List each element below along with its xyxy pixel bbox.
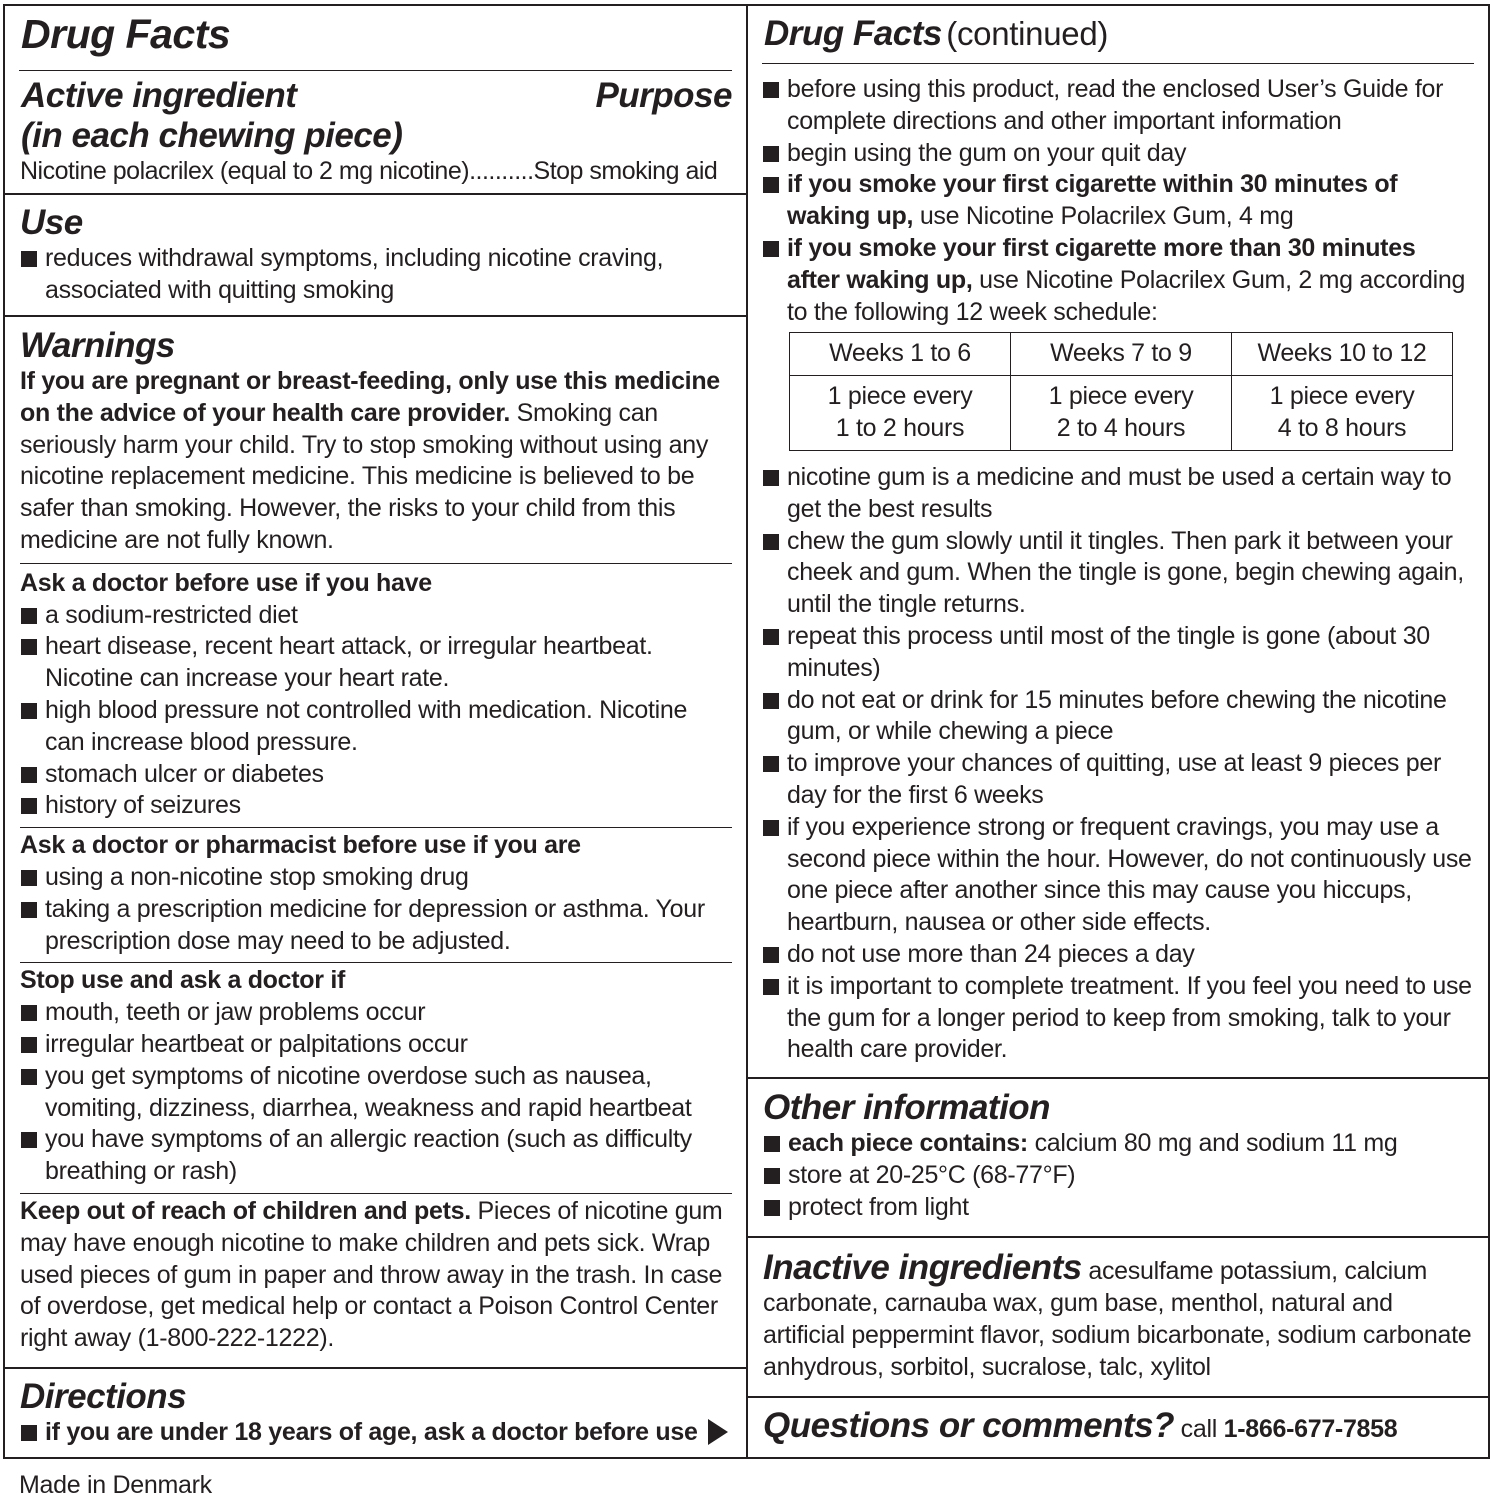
list-item: [763, 1128, 1474, 1160]
list-item: stomach ulcer or diabetes: [20, 759, 732, 791]
active-ingredient-line: Nicotine polacrilex (equal to 2 mg nicotine)..........Stop smoking aid: [20, 157, 718, 185]
other-information-section: [748, 1077, 1488, 1223]
schedule-cell: [1011, 376, 1232, 451]
more-30-text: use Nicotine Polacrilex Gum, 2 mg according to the following 12 week schedule:: [787, 265, 1466, 326]
questions-heading: Questions or comments?: [763, 1406, 1175, 1445]
active-ingredient-heading: Active ingredient: [21, 76, 297, 115]
pregnancy-warning: [20, 366, 732, 557]
contains-text: calcium 80 mg and sodium 11 mg: [1027, 1129, 1398, 1157]
directions-continued-section: [762, 63, 1474, 328]
list-item: do not eat or drink for 15 minutes before chewing the nicotine gum, or while chewing a piece: [762, 685, 1474, 749]
ask-doctor-subsection: [20, 563, 732, 822]
ask-doctor-heading: Ask a doctor before use if you have: [20, 568, 432, 597]
purpose-heading: Purpose: [595, 76, 732, 115]
list-item: [762, 233, 1474, 328]
questions-call: call: [1174, 1415, 1224, 1443]
list-item: high blood pressure not controlled with medication. Nicotine can increase blood pressure.: [20, 695, 732, 759]
drug-facts-panel-left: [3, 4, 748, 1459]
schedule-cell-line: 1 to 2 hours: [835, 414, 965, 442]
list-item: store at 20-25°C (68-77°F): [763, 1160, 1474, 1192]
ask-pharmacist-subsection: [20, 827, 732, 957]
use-item: reduces withdrawal symptoms, including nicotine craving, associated with quitting smoking: [20, 243, 732, 307]
keep-out-subsection: [20, 1193, 732, 1355]
list-item: to improve your chances of quitting, use at least 9 pieces per day for the first 6 weeks: [762, 748, 1474, 812]
list-item: if you experience strong or frequent cravings, you may use a second piece within the hour. However, do not continuously use one piece after another since this may cause you hiccups, heartburn, nausea or other side effects.: [762, 812, 1474, 939]
other-information-heading: Other information: [763, 1088, 1051, 1127]
ask-pharmacist-heading: Ask a doctor or pharmacist before use if you are: [20, 831, 581, 860]
warnings-heading: Warnings: [20, 326, 175, 365]
warnings-section: [5, 315, 746, 1355]
list-item: irregular heartbeat or palpitations occur: [20, 1029, 732, 1061]
schedule-cell: [790, 376, 1011, 451]
list-item: repeat this process until most of the tingle is gone (about 30 minutes): [762, 621, 1474, 685]
list-item: mouth, teeth or jaw problems occur: [20, 997, 732, 1029]
inactive-ingredients-section: [748, 1236, 1488, 1383]
schedule-cell-line: 1 piece every: [827, 382, 973, 411]
contains-bold: each piece contains:: [788, 1129, 1028, 1157]
directions-first-item: [20, 1417, 732, 1449]
continued-title-section: [764, 14, 1472, 54]
list-item: do not use more than 24 pieces a day: [762, 939, 1474, 971]
keep-out-text: Pieces of nicotine gum may have enough nicotine to make children and pets sick. Wrap used pieces of gum in paper and throw away in the trash. In case of overdose, get medical help or contact a Poison Control Center right away (1-800-222-1222).: [20, 1196, 723, 1353]
use-heading: Use: [20, 203, 83, 242]
drug-facts-panel-right: [746, 4, 1490, 1459]
more-30-bold: if you smoke your first cigarette more than 30 minutes after waking up,: [787, 233, 1416, 294]
schedule-cell-line: 4 to 8 hours: [1277, 414, 1407, 442]
continued-title-main: Drug Facts: [764, 14, 942, 53]
list-item: you have symptoms of an allergic reaction (such as difficulty breathing or rash): [20, 1124, 732, 1188]
directions-section: [5, 1367, 746, 1449]
questions-phone: 1-866-677-7858: [1223, 1415, 1398, 1443]
list-item: heart disease, recent heart attack, or irregular heartbeat. Nicotine can increase your heart rate.: [20, 631, 732, 695]
within-30-bold: if you smoke your first cigarette within 30 minutes of waking up,: [787, 170, 1398, 231]
continued-title: [764, 14, 1472, 54]
list-item: begin using the gum on your quit day: [762, 138, 1474, 170]
questions-line: [763, 1406, 1474, 1446]
made-in-footer: Made in Denmark: [19, 1471, 212, 1499]
list-item: using a non-nicotine stop smoking drug: [20, 862, 732, 894]
schedule-cell-line: 1 piece every: [1269, 382, 1415, 411]
use-section: [5, 193, 746, 307]
stop-use-subsection: [20, 962, 732, 1188]
keep-out-bold: Keep out of reach of children and pets.: [20, 1196, 471, 1225]
schedule-cell-line: 1 piece every: [1048, 382, 1194, 411]
schedule-cell: [1232, 376, 1453, 451]
continue-arrow-icon: [708, 1419, 728, 1445]
list-item: history of seizures: [20, 790, 732, 822]
keep-out-warning: [20, 1196, 732, 1355]
pregnancy-warning-bold: If you are pregnant or breast-feeding, only use this medicine on the advice of your health care provider.: [20, 367, 720, 427]
list-item: a sodium-restricted diet: [20, 600, 732, 632]
list-item: chew the gum slowly until it tingles. Then park it between your cheek and gum. When the tingle is gone, begin chewing again, until the tingle returns.: [762, 526, 1474, 621]
list-item: before using this product, read the enclosed User’s Guide for complete directions and other important information: [762, 74, 1474, 138]
schedule-header-cell: Weeks 10 to 12: [1232, 333, 1453, 376]
drug-facts-title: Drug Facts: [21, 11, 231, 57]
list-item: it is important to complete treatment. If you feel you need to use the gum for a longer period to keep from smoking, talk to your health care provider.: [762, 971, 1474, 1066]
list-item: you get symptoms of nicotine overdose such as nausea, vomiting, dizziness, diarrhea, weakness and rapid heartbeat: [20, 1061, 732, 1125]
title-section: [21, 12, 732, 56]
inactive-ingredients-heading: Inactive ingredients: [763, 1248, 1082, 1287]
list-item: [762, 169, 1474, 233]
list-item: protect from light: [763, 1192, 1474, 1224]
schedule-header-cell: Weeks 1 to 6: [790, 333, 1011, 376]
inactive-ingredients-list: acesulfame potassium, calcium carbonate, carnauba wax, gum base, menthol, natural and artificial peppermint flavor, sodium bicarbonate, sodium carbonate anhydrous, sorbitol, sucralose, talc, xylitol: [763, 1257, 1472, 1381]
continued-title-suffix: (continued): [946, 15, 1109, 52]
pregnancy-warning-text: Smoking can seriously harm your child. Try to stop smoking without using any nicotine replacement medicine. This medicine is believed to be safer than smoking. However, the risks to your child from this medicine are not fully known.: [20, 398, 709, 554]
directions-first-item-text: if you are under 18 years of age, ask a doctor before use: [45, 1418, 698, 1446]
inactive-ingredients-text: [763, 1248, 1474, 1383]
active-ingredient-section: [19, 70, 732, 188]
schedule-header-row: [790, 333, 1453, 376]
directions-heading: Directions: [20, 1377, 187, 1416]
list-item: taking a prescription medicine for depression or asthma. Your prescription dose may need to be adjusted.: [20, 894, 732, 958]
within-30-text: use Nicotine Polacrilex Gum, 4 mg: [913, 202, 1294, 231]
dosing-schedule-table: [789, 332, 1453, 451]
schedule-header-cell: Weeks 7 to 9: [1011, 333, 1232, 376]
schedule-cell-line: 2 to 4 hours: [1056, 414, 1186, 442]
questions-section: [748, 1396, 1488, 1446]
stop-use-heading: Stop use and ask a doctor if: [20, 966, 345, 995]
schedule-body-row: [790, 376, 1453, 451]
active-ingredient-subheading: (in each chewing piece): [21, 116, 403, 155]
list-item: nicotine gum is a medicine and must be used a certain way to get the best results: [762, 462, 1474, 526]
directions-list-2: [762, 462, 1474, 1066]
